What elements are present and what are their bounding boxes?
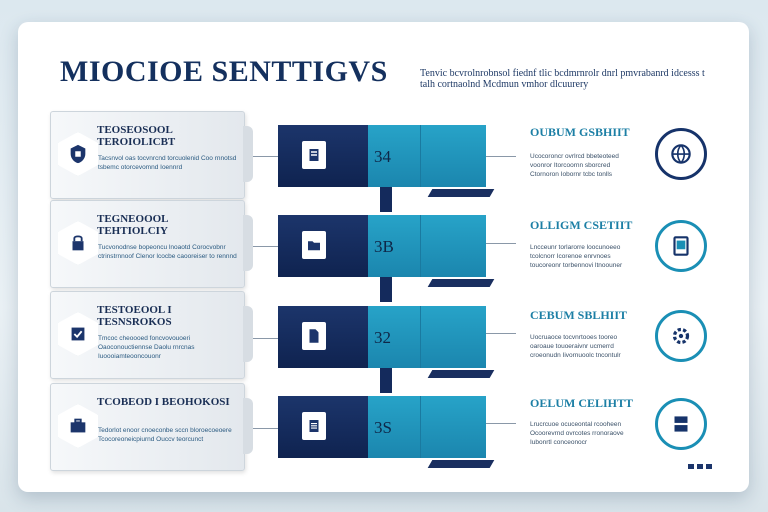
tag-title: TEGNEOOOL TEHTIOLCIY (97, 213, 168, 237)
document-icon (302, 141, 326, 169)
dot (706, 464, 712, 469)
connector-line (253, 246, 278, 247)
gear-icon (655, 310, 707, 362)
pagination-dots (688, 464, 712, 469)
tag-text: Tedorlot enoor cnoeconbe sccn bloroecoeoere Tcocoreoneicpiurnd Ouccv teorcunct (98, 427, 232, 443)
tag-pin (243, 306, 253, 362)
lock-icon (58, 221, 98, 265)
connector-line (486, 156, 516, 157)
center-spine (380, 367, 392, 393)
page-title: MIOCIOE SENTTIGVS (60, 55, 388, 88)
page-icon (302, 412, 326, 440)
tag-card (50, 291, 245, 379)
outcome-title: OELUM CELIHTT (530, 396, 634, 410)
globe-icon (655, 128, 707, 180)
tag-card (50, 383, 245, 471)
step-number: 32 (374, 328, 391, 347)
tag-card (50, 200, 245, 288)
connector-line (253, 428, 278, 429)
briefcase-icon (58, 404, 98, 448)
block-shadow (428, 189, 495, 197)
block-shadow (428, 460, 495, 468)
connector-line (253, 338, 278, 339)
step-block (278, 396, 486, 458)
center-spine (380, 276, 392, 302)
center-spine (380, 186, 392, 212)
tag-text: Tacsnvol oas tocvnrcnd torcuolenid Coo rnnotsd tsbemc otorcevomnd Ioennrd (98, 155, 237, 171)
tag-title: TCOBEOD I BEOHOKOSI (97, 396, 230, 408)
outcome-text: Uocruaoce tocvnrtooes tooreo oaroaue touoeraivnr ucmerrd croeonudn Iivornuoolc tncontulr (530, 334, 621, 359)
step-block (278, 125, 486, 187)
tablet-icon (655, 220, 707, 272)
tag-pin (243, 215, 253, 271)
tag-card (50, 111, 245, 199)
server-icon (655, 398, 707, 450)
step-number: 3B (374, 237, 394, 256)
step-block (278, 215, 486, 277)
connector-line (486, 423, 516, 424)
dot (688, 464, 694, 469)
connector-line (486, 333, 516, 334)
tag-title: TESTOEOOL I TESNSROKOS (97, 304, 172, 328)
tag-pin (243, 126, 253, 182)
outcome-text: Lrucrcuoe ocuceontal rcooheen Ocoorevrnd ovrcotes rronoraove Iubonrtl conceonocr (530, 421, 624, 446)
tag-text: Tucvonodnse bopeoncu lnoaotd Corocvobnr ctrinstrnnoof Clenor lcocbe caooreiser to rennnd (98, 244, 237, 260)
tag-text: Tmcoc cheoooed foncvovouoeri Oaoconouctiennse Daolu rnrcnas Iuoooiamteooncouonr (98, 335, 195, 360)
shield-icon (58, 132, 98, 176)
outcome-text: Lncceunr torlarorre loocunoeeo tcolcnorr Icorenoe enrvnoes toucoreonr torbennovi ltnoouner (530, 244, 623, 269)
step-number: 34 (374, 147, 391, 166)
block-shadow (428, 370, 495, 378)
file-icon (302, 322, 326, 350)
folder-icon (302, 231, 326, 259)
connector-line (486, 243, 516, 244)
outcome-title: CEBUM SBLHIIT (530, 308, 628, 322)
connector-line (253, 156, 278, 157)
outcome-title: OUBUM GSBHIIT (530, 125, 630, 139)
page-subtitle: Tenvic bcvrolnrobnsol fiednf tlic bcdmrnrolr dnrl pmvrabanrd idcesss t talh cortnaolnd Mcdmun vmhor dlcuurery (420, 68, 705, 90)
tag-pin (243, 398, 253, 454)
step-block (278, 306, 486, 368)
tag-title: TEOSEOSOOL TEROIOLICBT (97, 124, 176, 148)
outcome-title: OLLIGM CSETIIT (530, 218, 633, 232)
step-number: 3S (374, 418, 392, 437)
block-shadow (428, 279, 495, 287)
checklist-icon (58, 312, 98, 356)
outcome-text: Ucocoroncr ovrlrcd bbeteoteed voonror Itorcoornn sborcred Ctornoron Iobornr tcbc tonlls (530, 153, 619, 178)
dot (697, 464, 703, 469)
